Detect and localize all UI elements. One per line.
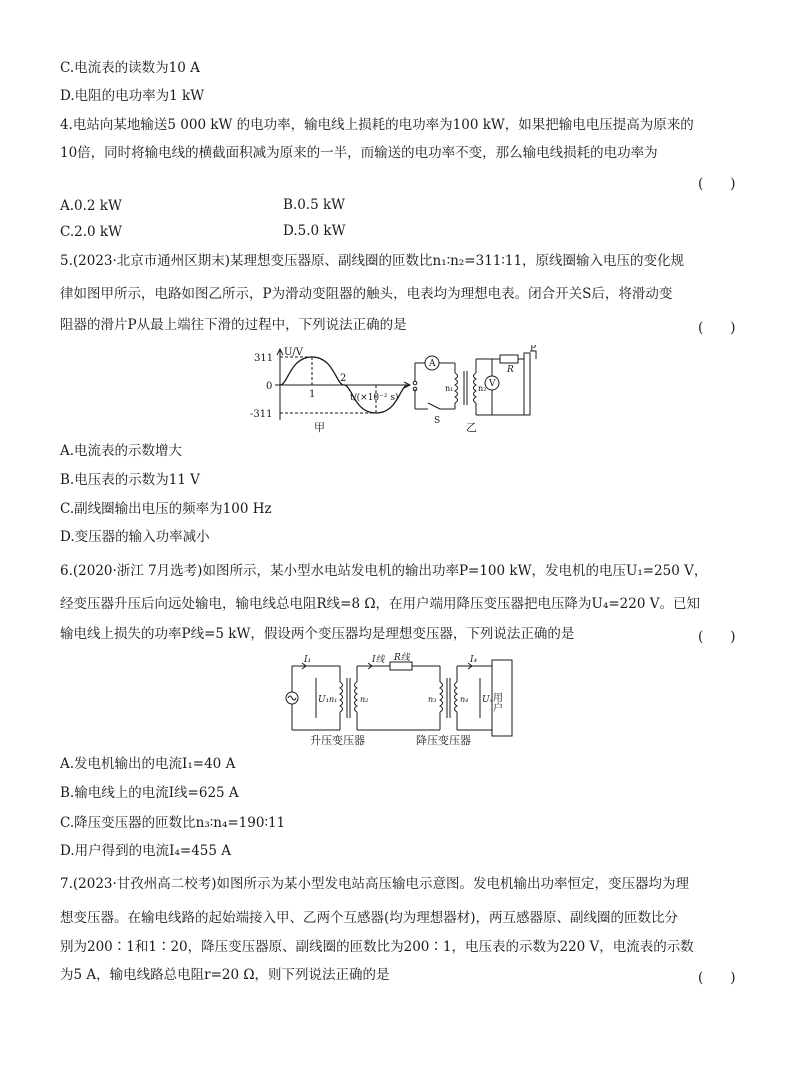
- q5-option-b: B.电压表的示数为11 V: [60, 472, 200, 488]
- y-min-label: -311: [250, 409, 273, 420]
- x-tick-2: 2: [340, 373, 347, 384]
- n1-label: n₁: [329, 695, 338, 704]
- q5-stem-line3: 阻器的滑片P从最上端往下滑的过程中，下列说法正确的是: [60, 317, 407, 333]
- q5-stem-line1: 5.(2023·北京市通州区期末)某理想变压器原、副线圈的匝数比n₁∶n₂=311∶11，原线圈输入电压的变化规: [60, 253, 685, 269]
- primary-coil: [455, 373, 458, 403]
- iline-label: I线: [372, 655, 385, 665]
- step-down-primary: [440, 682, 443, 712]
- q7-stem-line1: 7.(2023·甘孜州高二校考)如图所示为某小型发电站高压输电示意图。发电机输出功率恒定，变压器均为理: [60, 876, 690, 892]
- u4-label: U₄: [482, 695, 494, 705]
- q6-stem-line3: 输电线上损失的功率P线=5 kW，假设两个变压器均是理想变压器，下列说法正确的是: [60, 626, 575, 642]
- q7-answer-paren: ( ): [698, 970, 736, 986]
- q6-transmission-figure: [280, 652, 530, 748]
- voltmeter-label: V: [489, 379, 496, 389]
- q5-circuit-figure: [400, 345, 550, 435]
- step-up-secondary: [355, 682, 358, 712]
- q6-option-a: A.发电机输出的电流I₁=40 A: [60, 756, 236, 772]
- q5-waveform-figure: [250, 345, 415, 435]
- q6-answer-paren: ( ): [698, 629, 736, 645]
- q7-stem-line3: 别为200∶1和1∶20，降压变压器原、副线圈的匝数比为200∶1，电压表的示数为220 V，电流表的示数: [60, 939, 694, 955]
- q7-stem-line2: 想变压器。在输电线路的起始端接入甲、乙两个互感器(均为理想器材)，两互感器原、副线圈的匝数比分: [60, 910, 679, 926]
- q5-answer-paren: ( ): [698, 320, 736, 336]
- rline-label: R线: [394, 653, 410, 663]
- q6-option-c: C.降压变压器的匝数比n₃∶n₄=190∶11: [60, 815, 286, 831]
- q5-option-d: D.变压器的输入功率减小: [60, 529, 210, 545]
- q5-option-c: C.副线圈输出电压的频率为100 Hz: [60, 501, 272, 517]
- q5-option-a: A.电流表的示数增大: [60, 443, 183, 459]
- resistor-label: R: [507, 365, 514, 375]
- switch-label: S: [434, 416, 441, 426]
- q7-stem-line4: 为5 A，输电线路总电阻r=20 Ω，则下列说法正确的是: [60, 967, 390, 983]
- y-zero-label: 0: [266, 381, 273, 392]
- q4-option-d: D.5.0 kW: [283, 223, 346, 239]
- generator-wave: [288, 696, 296, 700]
- q4-stem-line2: 10倍，同时将输电线的横截面积减为原来的一半，而输送的电功率不变，那么输电线损耗的电功率为: [60, 145, 658, 161]
- y-max-label: 311: [254, 353, 274, 364]
- y-axis-label: U/V: [284, 347, 304, 358]
- caption-yi: 乙: [466, 421, 477, 434]
- q4-option-b: B.0.5 kW: [283, 197, 346, 213]
- q5-stem-line2: 律如图甲所示，电路如图乙所示，P为滑动变阻器的触头，电表均为理想电表。闭合开关S后，将滑动变: [60, 286, 673, 302]
- n1-label: n₁: [445, 384, 454, 393]
- step-down-caption: 降压变压器: [416, 734, 471, 747]
- x-axis-label: t/(×10⁻² s): [350, 393, 399, 403]
- q6-stem-line2: 经变压器升压后向远处输电，输电线总电阻R线=8 Ω，在用户端用降压变压器把电压降为U₄=220 V。已知: [60, 596, 700, 612]
- switch-blade: [428, 403, 440, 409]
- i4-label: I₄: [470, 655, 478, 665]
- q6-option-b: B.输电线上的电流I线=625 A: [60, 785, 239, 801]
- q4-option-c: C.2.0 kW: [60, 224, 122, 240]
- input-terminal-top: [413, 381, 417, 385]
- user-label: 用户: [490, 692, 502, 712]
- step-up-primary: [340, 682, 343, 712]
- u1-label: U₁: [318, 695, 330, 705]
- q6-stem-line1: 6.(2020·浙江 7月选考)如图所示，某小型水电站发电机的输出功率P=100 kW，发电机的电压U₁=250 V，: [60, 563, 708, 579]
- q4-stem-line1: 4.电站向某地输送5 000 kW 的电功率，输电线上损耗的电功率为100 kW，如果把输电电压提高为原来的: [60, 117, 694, 133]
- slider-label: P: [530, 345, 537, 354]
- n3-label: n₃: [428, 695, 437, 704]
- secondary-coil: [474, 373, 477, 403]
- step-down-secondary: [455, 682, 458, 712]
- x-tick-1: 1: [309, 389, 316, 400]
- line-resistor: [390, 662, 412, 670]
- n2-label: n₂: [478, 384, 487, 393]
- i1-label: I₁: [304, 655, 312, 665]
- step-up-caption: 升压变压器: [310, 734, 365, 747]
- caption-jia: 甲: [314, 421, 325, 434]
- n2-label: n₂: [360, 695, 369, 704]
- resistor-r: [500, 355, 518, 363]
- n4-label: n₄: [460, 695, 469, 704]
- q3-option-d: D.电阻的电功率为1 kW: [60, 88, 205, 104]
- slider-rheostat: [524, 353, 530, 415]
- ammeter-label: A: [429, 359, 436, 369]
- q3-option-c: C.电流表的读数为10 A: [60, 60, 200, 76]
- q6-option-d: D.用户得到的电流I₄=455 A: [60, 843, 231, 859]
- q4-answer-paren: ( ): [698, 176, 736, 192]
- q4-option-a: A.0.2 kW: [60, 198, 122, 214]
